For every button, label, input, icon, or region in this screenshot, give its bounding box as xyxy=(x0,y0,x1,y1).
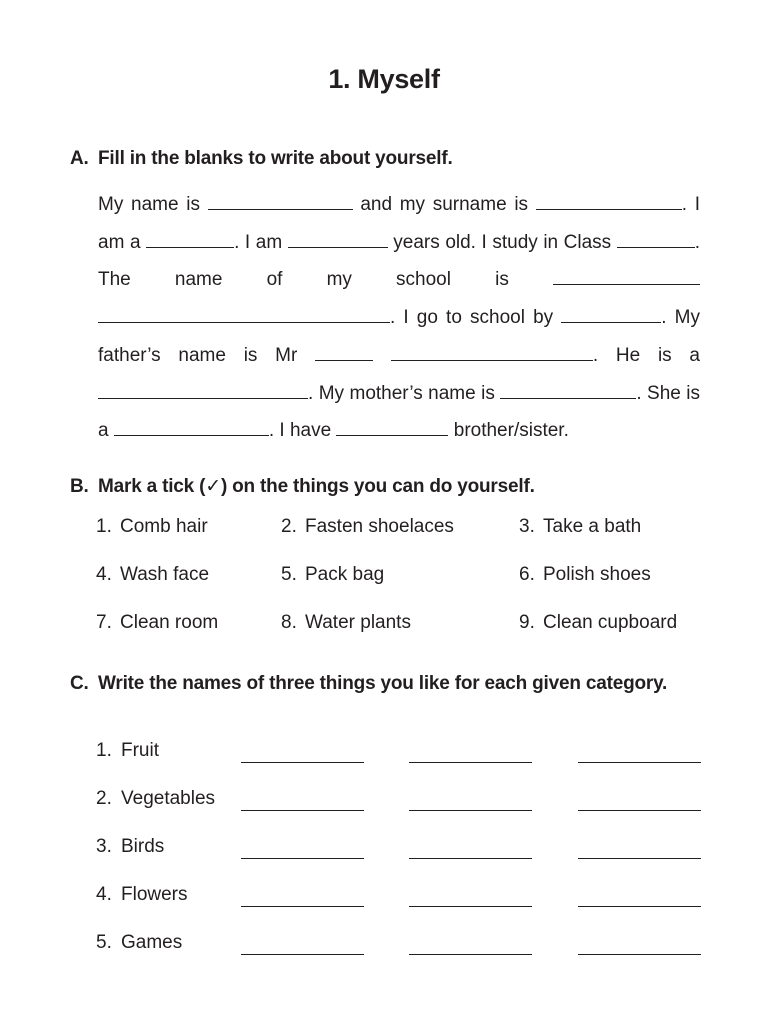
answer-blank[interactable] xyxy=(409,858,532,859)
category-row: 4. Flowers xyxy=(96,884,702,910)
text-segment: . xyxy=(661,307,667,329)
surname-blank[interactable] xyxy=(536,192,682,210)
section-a-heading xyxy=(70,145,702,172)
answer-blank[interactable] xyxy=(409,954,532,955)
text-segment: My father’s name is Mr xyxy=(98,307,700,366)
text-segment: brother/sister. xyxy=(453,420,569,442)
page-title: 1. Myself xyxy=(328,64,440,94)
text-segment: . He is a xyxy=(592,344,700,366)
class-blank[interactable] xyxy=(617,230,695,248)
text-segment: . I go to school by xyxy=(390,307,554,329)
answer-blank[interactable] xyxy=(241,954,364,955)
section-a-letter: A. xyxy=(70,148,89,169)
answer-blank[interactable] xyxy=(578,954,701,955)
category-row: 2. Vegetables xyxy=(96,788,702,814)
section-c-heading xyxy=(70,670,702,697)
transport-blank[interactable] xyxy=(561,305,661,323)
category-label: Games xyxy=(121,932,183,953)
section-c-letter: C. xyxy=(70,673,89,694)
text-segment: . My mother’s name is xyxy=(308,382,495,404)
text-segment: . I have xyxy=(268,420,332,442)
text-segment: . She is a xyxy=(98,382,701,442)
text-segment: . I am xyxy=(234,231,283,253)
name-blank[interactable] xyxy=(208,192,353,210)
answer-blank[interactable] xyxy=(578,810,701,811)
answer-blank[interactable] xyxy=(241,858,364,859)
answer-blank[interactable] xyxy=(241,810,364,811)
section-b-heading xyxy=(70,473,702,500)
father-surname-blank[interactable] xyxy=(391,343,593,361)
text-segment: I am a xyxy=(98,194,700,253)
section-a-heading-text: Fill in the blanks to write about yourself. xyxy=(98,148,453,169)
answer-blank[interactable] xyxy=(241,762,364,763)
section-b-letter: B. xyxy=(70,476,89,497)
tick-item[interactable]: 7. Clean room xyxy=(96,612,219,633)
category-row: 3. Birds xyxy=(96,836,702,862)
answer-blank[interactable] xyxy=(578,858,701,859)
tick-item[interactable]: 6. Polish shoes xyxy=(519,564,651,585)
category-row: 5. Games xyxy=(96,932,702,958)
section-a-paragraph xyxy=(98,186,700,450)
text-segment: and my surname is xyxy=(360,194,529,215)
answer-blank[interactable] xyxy=(409,762,532,763)
answer-blank[interactable] xyxy=(409,906,532,907)
school-blank-2[interactable] xyxy=(98,305,390,323)
tick-item[interactable]: 1. Comb hair xyxy=(96,516,208,537)
tick-item[interactable]: 9. Clean cupboard xyxy=(519,612,678,633)
text-segment: . The name of my school is xyxy=(98,231,701,291)
father-first-name-blank[interactable] xyxy=(315,343,373,361)
tick-item[interactable]: 5. Pack bag xyxy=(281,564,385,585)
tick-item[interactable]: 2. Fasten shoelaces xyxy=(281,516,454,537)
tick-item[interactable]: 3. Take a bath xyxy=(519,516,642,537)
answer-blank[interactable] xyxy=(578,906,701,907)
answer-blank[interactable] xyxy=(578,762,701,763)
text-segment: . xyxy=(681,194,688,215)
school-blank-1[interactable] xyxy=(553,267,700,285)
section-c-heading-text: Write the names of three things you like for each given category. xyxy=(98,673,668,694)
gender-blank[interactable] xyxy=(146,230,234,248)
answer-blank[interactable] xyxy=(409,810,532,811)
answer-blank[interactable] xyxy=(241,906,364,907)
category-row: 1. Fruit xyxy=(96,740,702,766)
siblings-blank[interactable] xyxy=(336,418,448,436)
age-blank[interactable] xyxy=(288,230,388,248)
text-segment: years old. I study in Class xyxy=(393,231,612,253)
category-label: Flowers xyxy=(121,884,188,905)
category-label: Fruit xyxy=(121,740,159,761)
category-label: Vegetables xyxy=(121,788,216,809)
mother-name-blank[interactable] xyxy=(500,381,636,399)
text-segment: My name is xyxy=(98,194,200,215)
father-occupation-blank[interactable] xyxy=(98,381,308,399)
category-label: Birds xyxy=(121,836,165,857)
mother-occupation-blank[interactable] xyxy=(114,418,269,436)
section-b-heading-text: Mark a tick (✓) on the things you can do yourself. xyxy=(98,476,535,497)
tick-item[interactable]: 4. Wash face xyxy=(96,564,210,585)
tick-item[interactable]: 8. Water plants xyxy=(281,612,411,633)
